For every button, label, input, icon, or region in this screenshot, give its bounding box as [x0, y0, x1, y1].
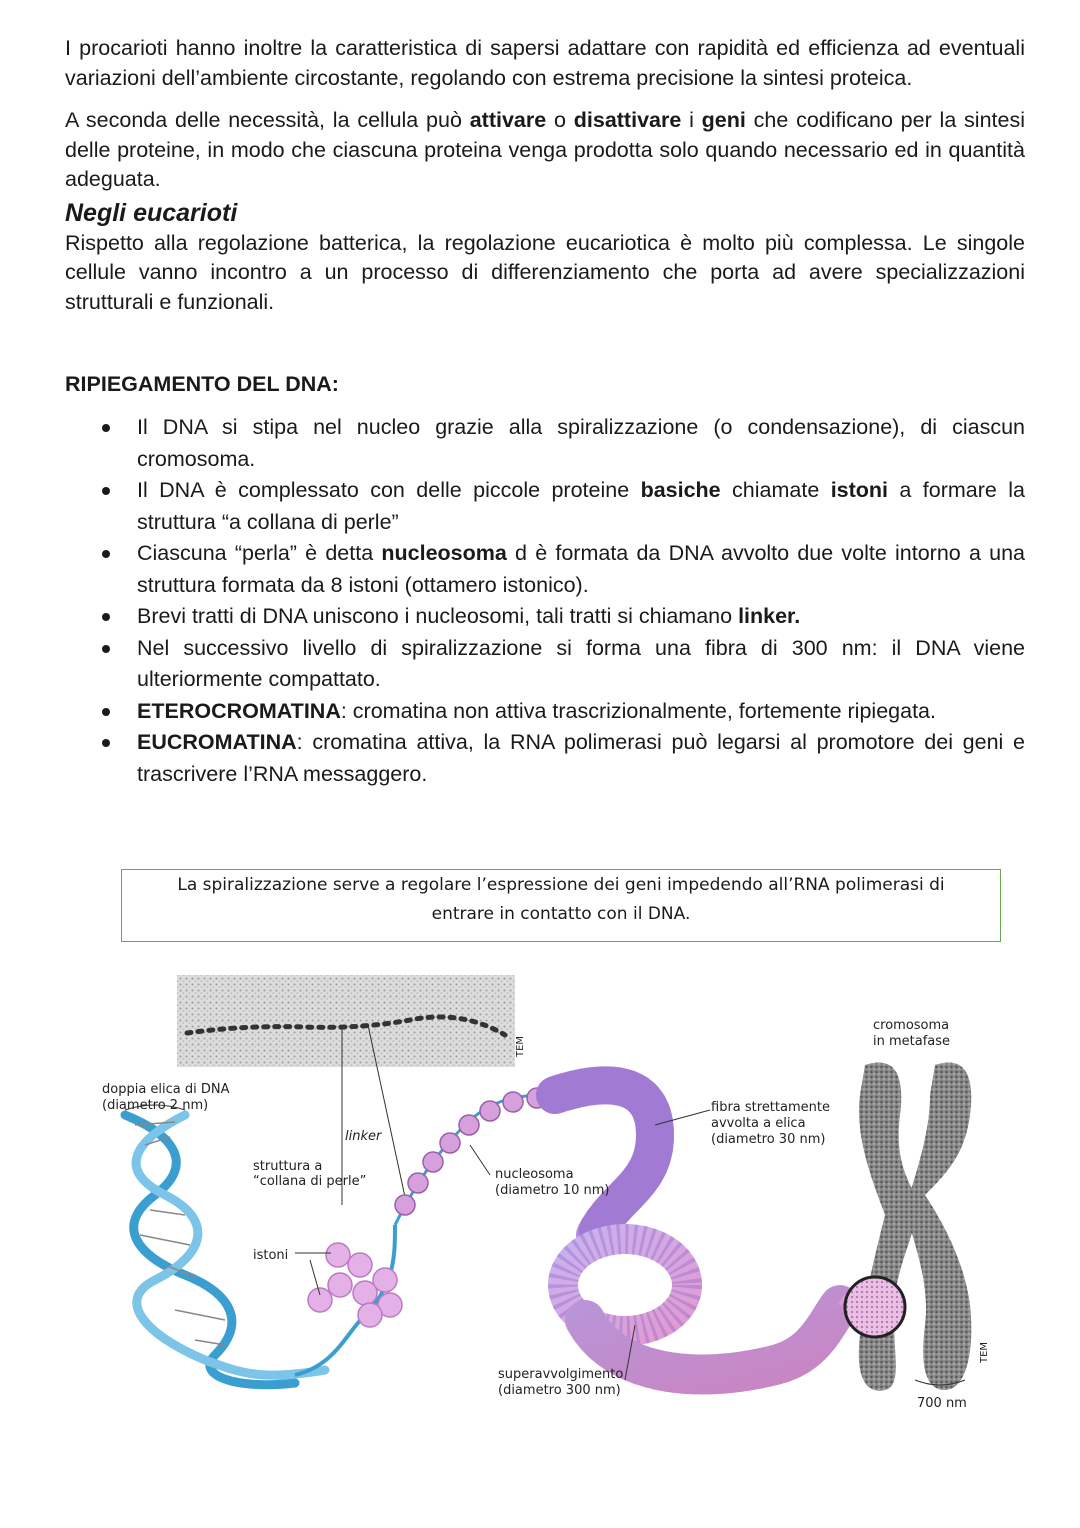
note-line-2: entrare in contatto con il DNA. [431, 904, 691, 924]
label-chromosome-2: in metafase [873, 1034, 951, 1049]
bullet-list [65, 412, 1025, 790]
label-double-helix-diameter: (diametro 2 nm) [102, 1098, 209, 1113]
label-fiber-2: avvolta a elica [711, 1116, 806, 1131]
paragraph-eukaryotic-regulation: Rispetto alla regolazione batterica, la regolazione eucariotica è molto più complessa. Le singole cellule vanno incontro a un processo di differenziamento che porta ad avere specializzazioni strutturali e funzionali. [65, 230, 1025, 314]
label-double-helix: doppia elica di DNA [102, 1082, 230, 1097]
list-item: Il DNA si stipa nel nucleo grazie alla spiralizzazione (o condensazione), di ciascun cromosoma. [137, 412, 1025, 475]
beads-on-string [395, 1088, 555, 1225]
list-item: ETEROCROMATINA: cromatina non attiva trascrizionalmente, fortemente ripiegata. [137, 696, 1025, 728]
label-supercoil-diameter: (diametro 300 nm) [498, 1383, 621, 1398]
tem-label-top: TEM [515, 1035, 526, 1057]
tem-label-chromosome: TEM [979, 1341, 990, 1363]
label-beads-2: “collana di perle” [253, 1174, 367, 1189]
label-nucleosome: nucleosoma [495, 1167, 574, 1182]
note-box [121, 869, 1001, 942]
label-histones: istoni [253, 1248, 289, 1263]
chromatin-fiber [555, 1085, 655, 1235]
note-line-1: La spiralizzazione serve a regolare l’espressione dei geni impedendo all’RNA polimerasi di [177, 875, 945, 895]
section-title-dna-folding: RIPIEGAMENTO DEL DNA: [65, 372, 339, 396]
label-fiber-3: (diametro 30 nm) [711, 1132, 826, 1147]
label-linker: linker [345, 1129, 382, 1144]
dna-folding-illustration [95, 965, 995, 1425]
label-scale-700nm: 700 nm [917, 1396, 967, 1411]
heading-eukaryotes: Negli eucarioti [65, 198, 238, 227]
list-item: Ciascuna “perla” è detta nucleosoma d è formata da DNA avvolto due volte intorno a una struttura formata da 8 istoni (ottamero istonico). [137, 538, 1025, 601]
supercoil [563, 1239, 885, 1375]
list-item: EUCROMATINA: cromatina attiva, la RNA polimerasi può legarsi al promotore dei geni e trascrivere l’RNA messaggero. [137, 727, 1025, 790]
tem-micrograph [177, 975, 526, 1067]
paragraph-gene-activation: A seconda delle necessità, la cellula può attivare o disattivare i geni che codificano per la sintesi delle proteine, in modo che ciascuna proteina venga prodotta solo quando necessario ed in quantità adeguata. [65, 108, 1026, 191]
list-item: Nel successivo livello di spiralizzazione si forma una fibra di 300 nm: il DNA viene ulteriormente compattato. [137, 633, 1025, 696]
metaphase-chromosome [845, 1062, 990, 1390]
label-fiber-1: fibra strettamente [711, 1100, 830, 1115]
list-item: Brevi tratti di DNA uniscono i nucleosomi, tali tratti si chiamano linker. [137, 601, 1025, 633]
pointer-line [470, 1145, 490, 1175]
double-helix [125, 1105, 325, 1385]
label-supercoil: superavvolgimento [498, 1367, 624, 1382]
histone-octamer [308, 1243, 402, 1327]
label-nucleosome-diameter: (diametro 10 nm) [495, 1183, 610, 1198]
paragraph-prokaryotes: I procarioti hanno inoltre la caratteristica di sapersi adattare con rapidità ed efficienza ad eventuali variazioni dell’ambiente circostante, regolando con estrema precisione la sintesi proteica. [65, 36, 1025, 90]
document-body [65, 34, 1025, 790]
list-item: Il DNA è complessato con delle piccole proteine basiche chiamate istoni a formare la struttura “a collana di perle” [137, 475, 1025, 538]
dna-folding-figure [95, 965, 995, 1425]
label-beads-1: struttura a [253, 1159, 323, 1174]
label-chromosome-1: cromosoma [873, 1018, 950, 1033]
